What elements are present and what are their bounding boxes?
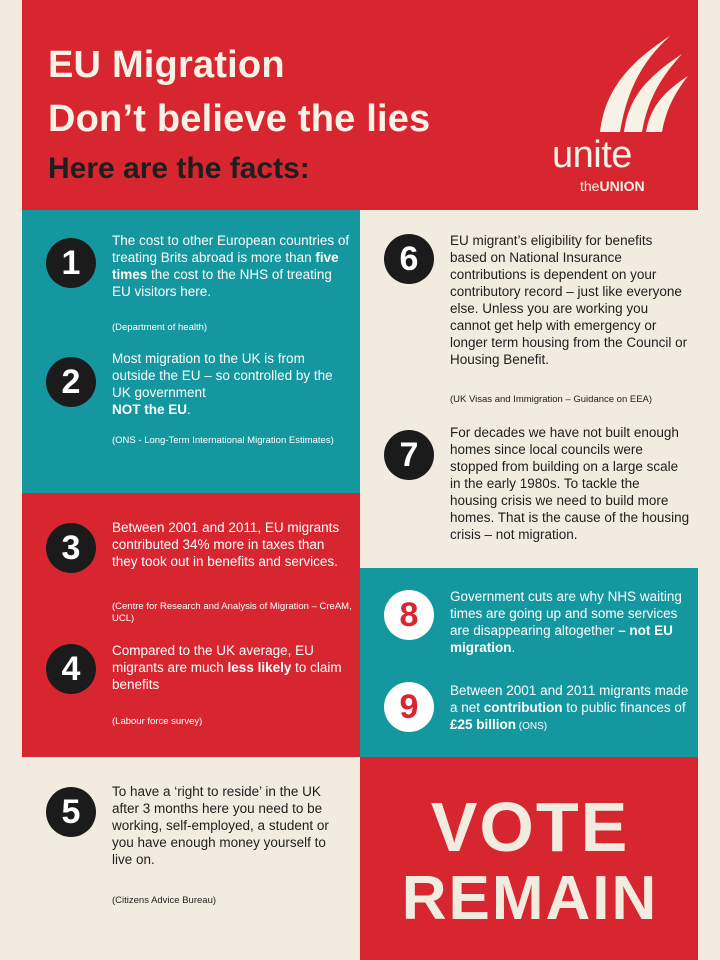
fact-2-text-a: Most migration to the UK is from outside the EU – so controlled by the UK government xyxy=(112,351,333,400)
fact-4-text-a: Compared to the UK average, EU migrants are much xyxy=(112,643,314,675)
fact-1-text-a: The cost to other European countries of treating Brits abroad is more than xyxy=(112,233,350,265)
fact-text-1 xyxy=(112,232,352,300)
fact-text-8 xyxy=(450,588,690,656)
fact-text-6: EU migrant’s eligibility for benefits based on National Insurance contributions is dependent on your contributory record – just like everyone else. Unless you are working you cannot get help with emergency or longer term housing from the Council or Housing Benefit. xyxy=(450,233,688,367)
logo-word: unite xyxy=(552,134,632,176)
fact-number-2: 2 xyxy=(46,357,96,407)
header xyxy=(22,0,698,210)
fact-1-text-c: the cost to the NHS of treating EU visitors here. xyxy=(112,267,332,299)
fact-6 xyxy=(360,210,698,410)
logo-subtitle xyxy=(580,178,645,194)
fact-9-text-c: to public finances of xyxy=(562,700,686,715)
fact-text-2 xyxy=(112,350,352,418)
fact-source-1: (Department of health) xyxy=(112,322,208,333)
fact-text-7: For decades we have not built enough homes since local councils were stopped from building on a large scale in the early 1980s. To tackle the housing crisis we need to build more homes. That is the cause of the housing crisis – not migration. xyxy=(450,425,690,542)
vote-remain xyxy=(360,757,698,960)
fact-text-9 xyxy=(450,682,690,735)
fact-9-text-a: Between 2001 and 2011 migrants made a net xyxy=(450,683,689,715)
title-line-1: EU Migration xyxy=(48,44,285,86)
fact-9 xyxy=(360,678,698,748)
fact-source-2: (ONS - Long-Term International Migration Estimates) xyxy=(112,435,334,446)
fact-number-1: 1 xyxy=(46,238,96,288)
fact-9-text-e: (ONS) xyxy=(516,721,548,732)
title-line-2: Don’t believe the lies xyxy=(48,98,431,140)
fact-4 xyxy=(22,636,360,746)
fact-text-3: Between 2001 and 2011, EU migrants contributed 34% more in taxes than they took out in benefits and services. xyxy=(112,520,340,569)
fact-1 xyxy=(22,210,360,350)
vote-line-1: VOTE xyxy=(430,788,630,866)
vote-line-2: REMAIN xyxy=(401,864,659,933)
fact-4-text-b: less likely xyxy=(227,660,292,675)
fact-8-text-c: . xyxy=(511,640,516,655)
fact-number-3: 3 xyxy=(46,523,96,573)
fact-number-8: 8 xyxy=(384,590,434,640)
subtitle: Here are the facts: xyxy=(48,152,310,185)
unite-logo xyxy=(542,28,692,194)
fact-8-text-b: – not EU migration xyxy=(450,623,673,655)
logo-sub-prefix: the xyxy=(580,178,600,194)
fact-1-text-b: five times xyxy=(112,250,339,282)
fact-source-5: (Citizens Advice Bureau) xyxy=(112,895,217,906)
fact-8-text-a: Government cuts are why NHS waiting times are going up and some services are disappearing altogether xyxy=(450,589,682,638)
fact-9-text-d: £25 billion xyxy=(450,717,517,732)
fact-number-5: 5 xyxy=(46,787,96,837)
fact-number-6: 6 xyxy=(384,234,434,284)
fact-7 xyxy=(360,420,698,560)
poster xyxy=(22,0,698,960)
fact-9-text-b: contribution xyxy=(483,700,563,715)
flag-icon xyxy=(542,28,692,138)
fact-2-text-b: NOT the EU xyxy=(112,402,188,417)
fact-2-text-c: . xyxy=(187,402,191,417)
fact-text-5: To have a ‘right to reside’ in the UK after 3 months here you need to be working, self-employed, a student or you have enough money yourself to live on. xyxy=(112,784,329,867)
logo-sub-bold: UNION xyxy=(599,178,645,194)
fact-4-text-c: to claim benefits xyxy=(112,660,342,692)
fact-source-4: (Labour force survey) xyxy=(112,716,203,727)
fact-3 xyxy=(22,493,360,623)
fact-number-4: 4 xyxy=(46,644,96,694)
fact-source-3: (Centre for Research and Analysis of Migration – CreAM, UCL) xyxy=(112,601,352,624)
fact-8 xyxy=(360,582,698,662)
fact-number-7: 7 xyxy=(384,430,434,480)
fact-source-6: (UK Visas and Immigration – Guidance on EEA) xyxy=(450,394,653,405)
fact-5 xyxy=(22,757,360,960)
fact-text-4 xyxy=(112,642,342,693)
fact-number-9: 9 xyxy=(384,682,434,732)
fact-2 xyxy=(22,345,360,485)
